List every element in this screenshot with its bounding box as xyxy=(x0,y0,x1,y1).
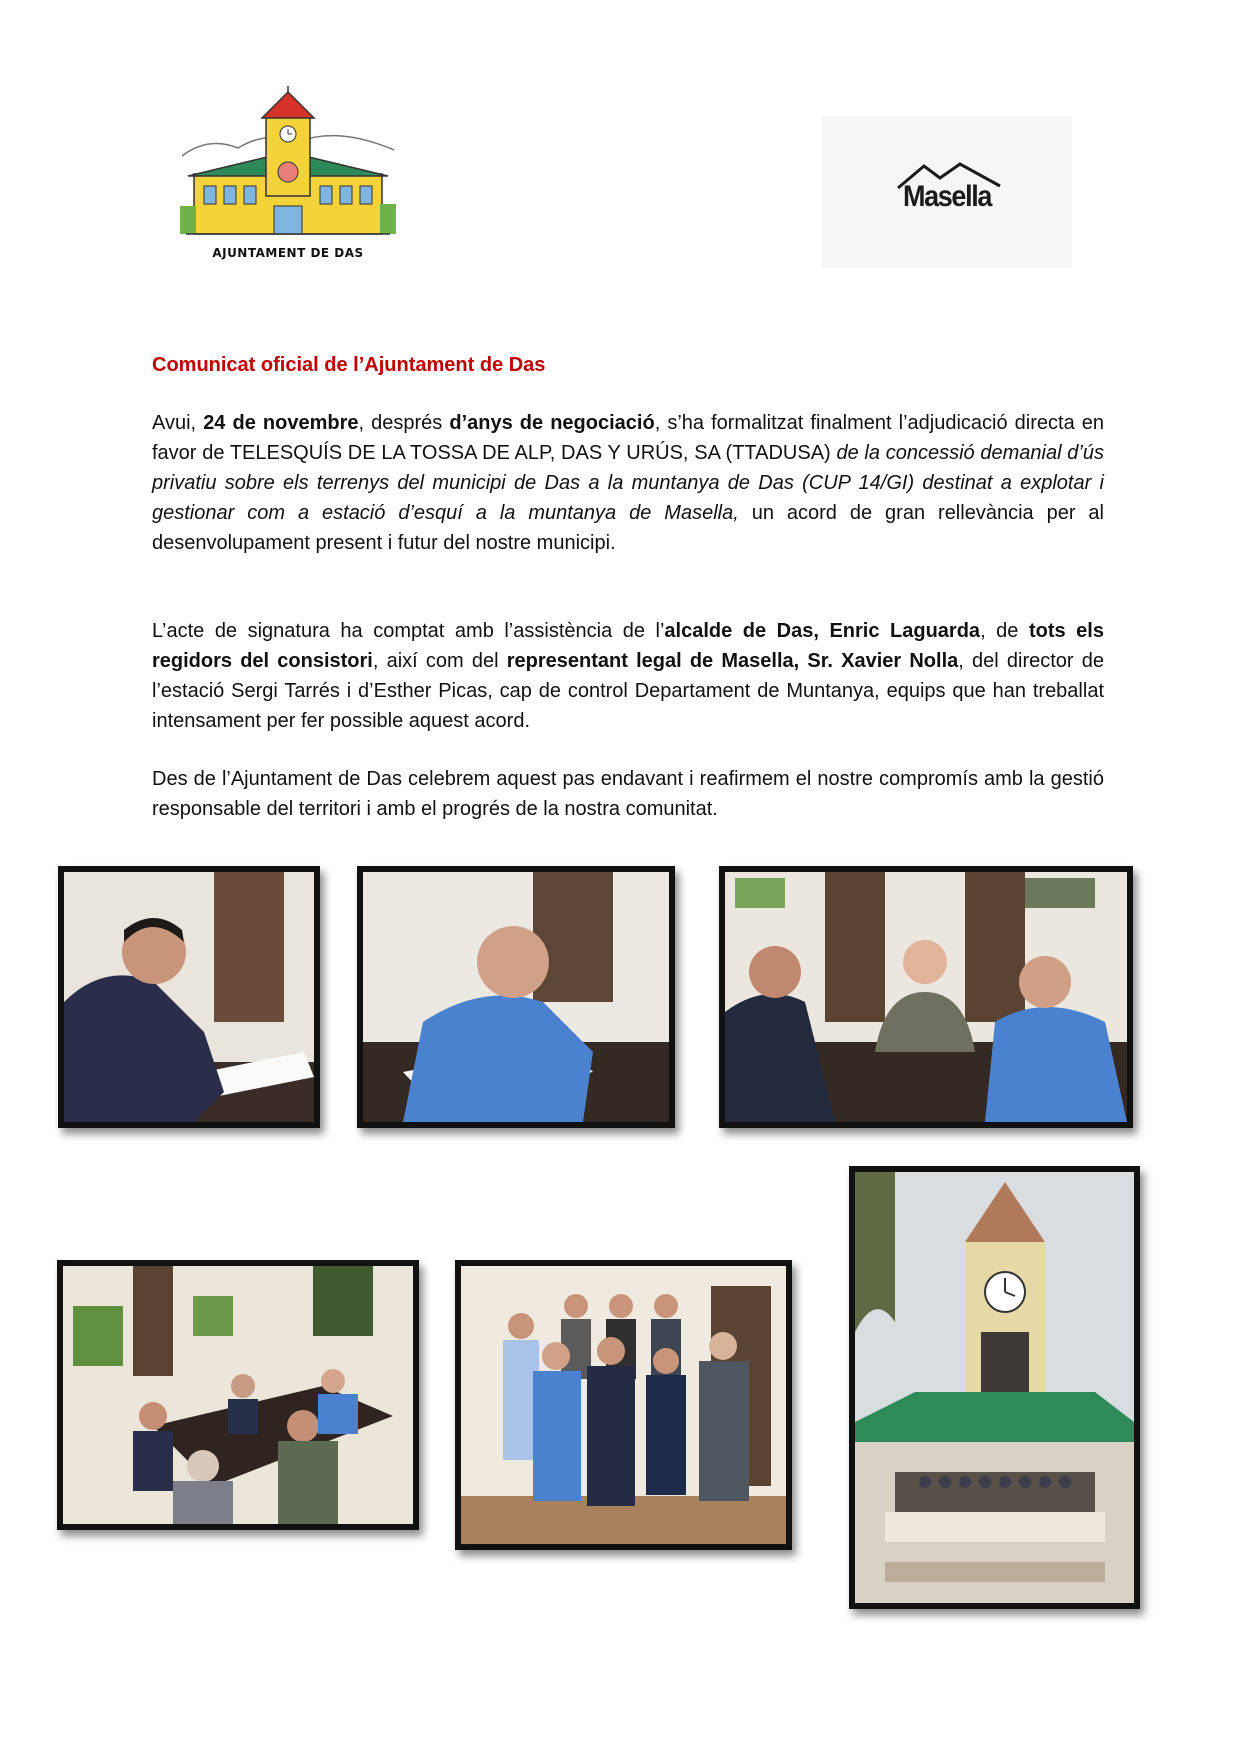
ajuntament-das-logo xyxy=(178,86,398,266)
town-hall-icon xyxy=(178,86,398,246)
photo-clock-tower-balcony xyxy=(849,1166,1140,1609)
photo-group-portrait xyxy=(455,1260,792,1550)
paragraph-1: Avui, 24 de novembre, després d’anys de negociació, s’ha formalitzat finalment l’adjudicació directa en favor de TELESQUÍS DE LA TOSSA DE ALP, DAS Y URÚS, SA (TTADUSA) de la concessió demanial d’ús privatiu sobre els terrenys del municipi de Das a la muntanya de Das (CUP 14/GI) destinat a explotar i gestionar com a estació d’esquí a la muntanya de Masella, un acord de gran rellevància per al desenvolupament present i futur del nostre municipi. xyxy=(152,412,1105,554)
photo-signing-man-1 xyxy=(58,866,320,1128)
paragraph-2: L’acte de signatura ha comptat amb l’assistència de l’alcalde de Das, Enric Laguarda, de tots els regidors del consistori, així com del representant legal de Masella, Sr. Xavier Nolla, del director de l’estació Sergi Tarrés i d’Esther Picas, cap de control Departament de Muntanya, equips que han treballat intensament per fer possible aquest acord. xyxy=(152,620,1104,732)
logo-caption: AJUNTAMENT DE DAS xyxy=(212,246,364,260)
photo-signing-table-group xyxy=(719,866,1133,1128)
paragraph-3: Des de l’Ajuntament de Das celebrem aquest pas endavant i reafirmem el nostre compromís amb la gestió responsable del territori i amb el progrés de la nostra comunitat. xyxy=(152,768,1104,820)
photo-signing-man-2 xyxy=(357,866,675,1128)
page-title: Comunicat oficial de l’Ajuntament de Das xyxy=(152,354,546,376)
masella-wordmark: Masella xyxy=(902,180,992,213)
masella-logo xyxy=(822,116,1072,268)
photo-meeting-room xyxy=(57,1260,419,1530)
